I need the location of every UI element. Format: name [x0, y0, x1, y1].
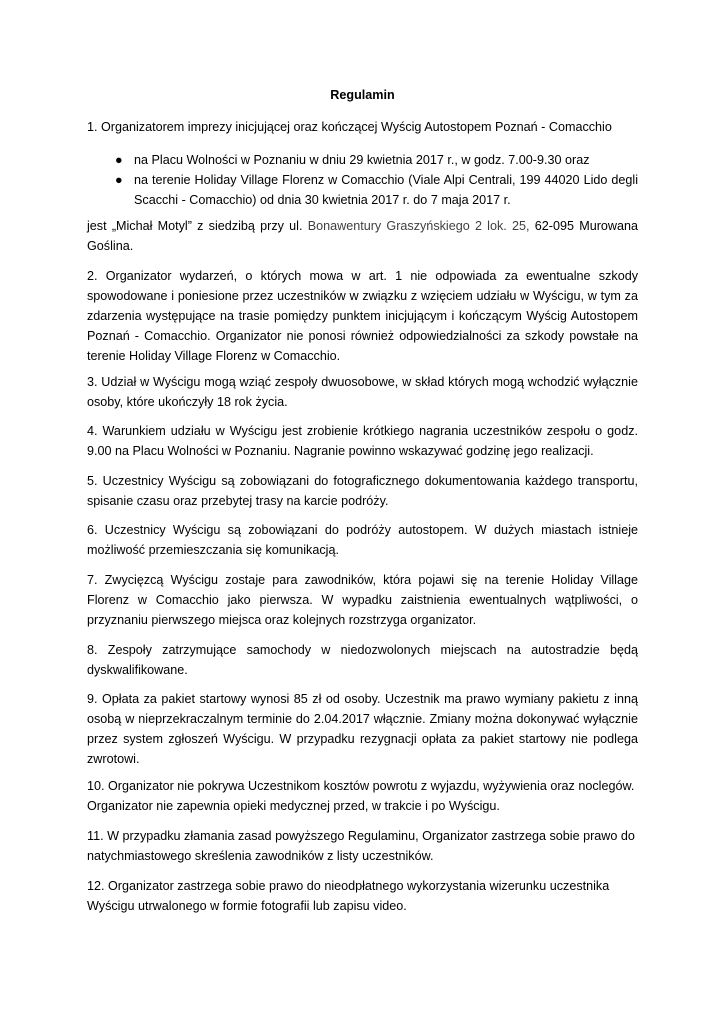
paragraph-3: 3. Udział w Wyścigu mogą wziąć zespoły dwuosobowe, w skład których mogą wchodzić wyłącznie osoby, które ukończyły 18 rok życia. — [87, 375, 638, 409]
organizer-suffix: 62-095 Murowana Goślina. — [87, 219, 639, 253]
bullet-list — [115, 150, 638, 210]
paragraph-6: 6. Uczestnicy Wyścigu są zobowiązani do podróży autostopem. W dużych miastach istnieje możliwość przemieszczania się komunikacją. — [87, 523, 638, 557]
paragraph-5: 5. Uczestnicy Wyścigu są zobowiązani do fotograficznego dokumentowania każdego transportu, spisanie czasu oraz przebytej trasy na karcie podróży. — [87, 474, 638, 508]
paragraph-8: 8. Zespoły zatrzymujące samochody w niedozwolonych miejscach na autostradzie będą dyskwalifikowane. — [87, 643, 638, 677]
paragraph-10 — [87, 776, 638, 816]
document-title: Regulamin — [330, 88, 395, 102]
paragraph-12 — [87, 876, 638, 916]
paragraph-12-line: Wyścigu utrwalonego w formie fotografii lub zapisu video. — [87, 899, 407, 913]
paragraph-11-line: natychmiastowego skreślenia zawodników z listy uczestników. — [87, 849, 434, 863]
organizer-paragraph — [87, 216, 638, 256]
paragraph-11-line: 11. W przypadku złamania zasad powyższego Regulaminu, Organizator zastrzega sobie prawo do — [87, 829, 635, 843]
paragraph-10-line: Organizator nie zapewnia opieki medycznej przed, w trakcie i po Wyścigu. — [87, 799, 500, 813]
bullet-icon: ● — [115, 153, 123, 167]
bullet-item — [115, 170, 638, 210]
bullet-item — [115, 150, 638, 170]
organizer-address: Bonawentury Graszyńskiego 2 lok. 25, — [307, 219, 530, 233]
bullet-text: na terenie Holiday Village Florenz w Comacchio (Viale Alpi Centrali, 199 44020 Lido degli Scacchi - Comacchio) od dnia 30 kwietnia 2017 r. do 7 maja 2017 r. — [134, 173, 638, 207]
paragraph-12-line: 12. Organizator zastrzega sobie prawo do nieodpłatnego wykorzystania wizerunku uczestnika — [87, 879, 610, 893]
paragraph-11 — [87, 826, 638, 866]
paragraph-10-line: 10. Organizator nie pokrywa Uczestnikom kosztów powrotu z wyjazdu, wyżywienia oraz noclegów. — [87, 779, 635, 793]
bullet-text: na Placu Wolności w Poznaniu w dniu 29 kwietnia 2017 r., w godz. 7.00-9.30 oraz — [134, 153, 590, 167]
paragraph-1-intro: 1. Organizatorem imprezy inicjującej oraz kończącej Wyścig Autostopem Poznań - Comacchio — [87, 120, 612, 134]
organizer-prefix: jest „Michał Motyl” z siedzibą przy ul. — [87, 219, 308, 233]
paragraph-9: 9. Opłata za pakiet startowy wynosi 85 zł od osoby. Uczestnik ma prawo wymiany pakietu z inną osobą w nieprzekraczalnym terminie do 2.04.2017 włącznie. Zmiany można dokonywać wyłącznie przez system zgłoszeń Wyścigu. W przypadku rezygnacji opłata za pakiet startowy nie podlega zwrotowi. — [87, 692, 638, 766]
paragraph-2: 2. Organizator wydarzeń, o których mowa w art. 1 nie odpowiada za ewentualne szkody spowodowane i poniesione przez uczestników w związku z wzięciem udziału w Wyścigu, w tym za zdarzenia występujące na trasie pomiędzy punktem inicjującym i kończącym Wyścig Autostopem Poznań - Comacchio. Organizator nie ponosi również odpowiedzialności za szkody powstałe na terenie Holiday Village Florenz w Comacchio. — [87, 269, 638, 363]
paragraph-7: 7. Zwycięzcą Wyścigu zostaje para zawodników, która pojawi się na terenie Holiday Village Florenz w Comacchio jako pierwsza. W wypadku zaistnienia ewentualnych wątpliwości, o przyznaniu pierwszego miejsca oraz kolejnych rozstrzyga organizator. — [87, 573, 638, 627]
bullet-icon: ● — [115, 173, 123, 187]
paragraph-4: 4. Warunkiem udziału w Wyścigu jest zrobienie krótkiego nagrania uczestników zespołu o godz. 9.00 na Placu Wolności w Poznaniu. Nagranie powinno wskazywać godzinę jego realizacji. — [87, 424, 638, 458]
